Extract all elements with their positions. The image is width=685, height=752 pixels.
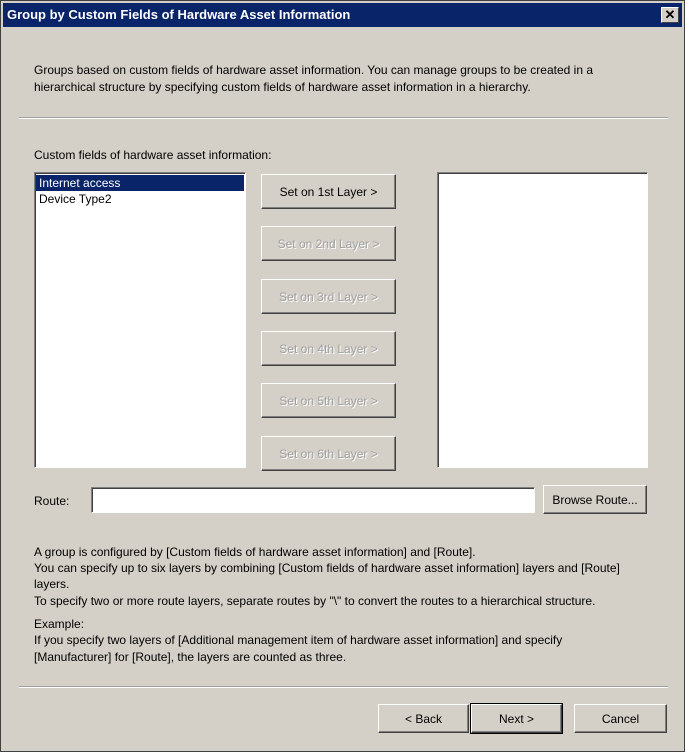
route-input[interactable] xyxy=(91,487,535,513)
set-6th-layer-button[interactable]: Set on 6th Layer > xyxy=(261,436,396,471)
info-line-2: You can specify up to six layers by combining [Custom fields of hardware asset information] layers and [Route] xyxy=(34,561,620,575)
window-title: Group by Custom Fields of Hardware Asset Information xyxy=(7,7,351,22)
example-line-1: If you specify two layers of [Additional management item of hardware asset information] and specify xyxy=(34,633,563,647)
selected-layers-list[interactable] xyxy=(437,172,648,468)
bottom-divider xyxy=(19,686,668,688)
info-line-3: layers. xyxy=(34,577,70,591)
set-5th-layer-button[interactable]: Set on 5th Layer > xyxy=(261,383,396,418)
back-button[interactable]: < Back xyxy=(378,704,469,733)
list-item[interactable]: Internet access xyxy=(36,175,244,191)
info-line-1: A group is configured by [Custom fields of hardware asset information] and [Route]. xyxy=(34,545,476,559)
next-button[interactable]: Next > xyxy=(471,704,562,733)
set-2nd-layer-button[interactable]: Set on 2nd Layer > xyxy=(261,226,396,261)
browse-route-button[interactable]: Browse Route... xyxy=(543,485,647,514)
description-line-1: Groups based on custom fields of hardware asset information. You can manage groups to be created in a xyxy=(34,63,594,77)
custom-fields-label: Custom fields of hardware asset information: xyxy=(34,148,272,162)
description-line-2: hierarchical structure by specifying custom fields of hardware asset information in a hierarchy. xyxy=(34,80,531,94)
set-4th-layer-button[interactable]: Set on 4th Layer > xyxy=(261,331,396,366)
list-item[interactable]: Device Type2 xyxy=(39,192,112,206)
info-line-4: To specify two or more route layers, separate routes by "\" to convert the routes to a hierarchical structure. xyxy=(34,594,596,608)
route-label: Route: xyxy=(34,494,70,508)
available-fields-list[interactable] xyxy=(34,172,246,468)
example-label: Example: xyxy=(34,617,85,631)
close-icon[interactable]: ✕ xyxy=(661,7,679,23)
set-1st-layer-button[interactable]: Set on 1st Layer > xyxy=(261,174,396,209)
title-bar[interactable] xyxy=(3,3,682,27)
example-line-2: [Manufacturer] for [Route], the layers are counted as three. xyxy=(34,650,347,664)
set-3rd-layer-button[interactable]: Set on 3rd Layer > xyxy=(261,279,396,314)
top-divider xyxy=(19,117,668,119)
cancel-button[interactable]: Cancel xyxy=(574,704,667,733)
